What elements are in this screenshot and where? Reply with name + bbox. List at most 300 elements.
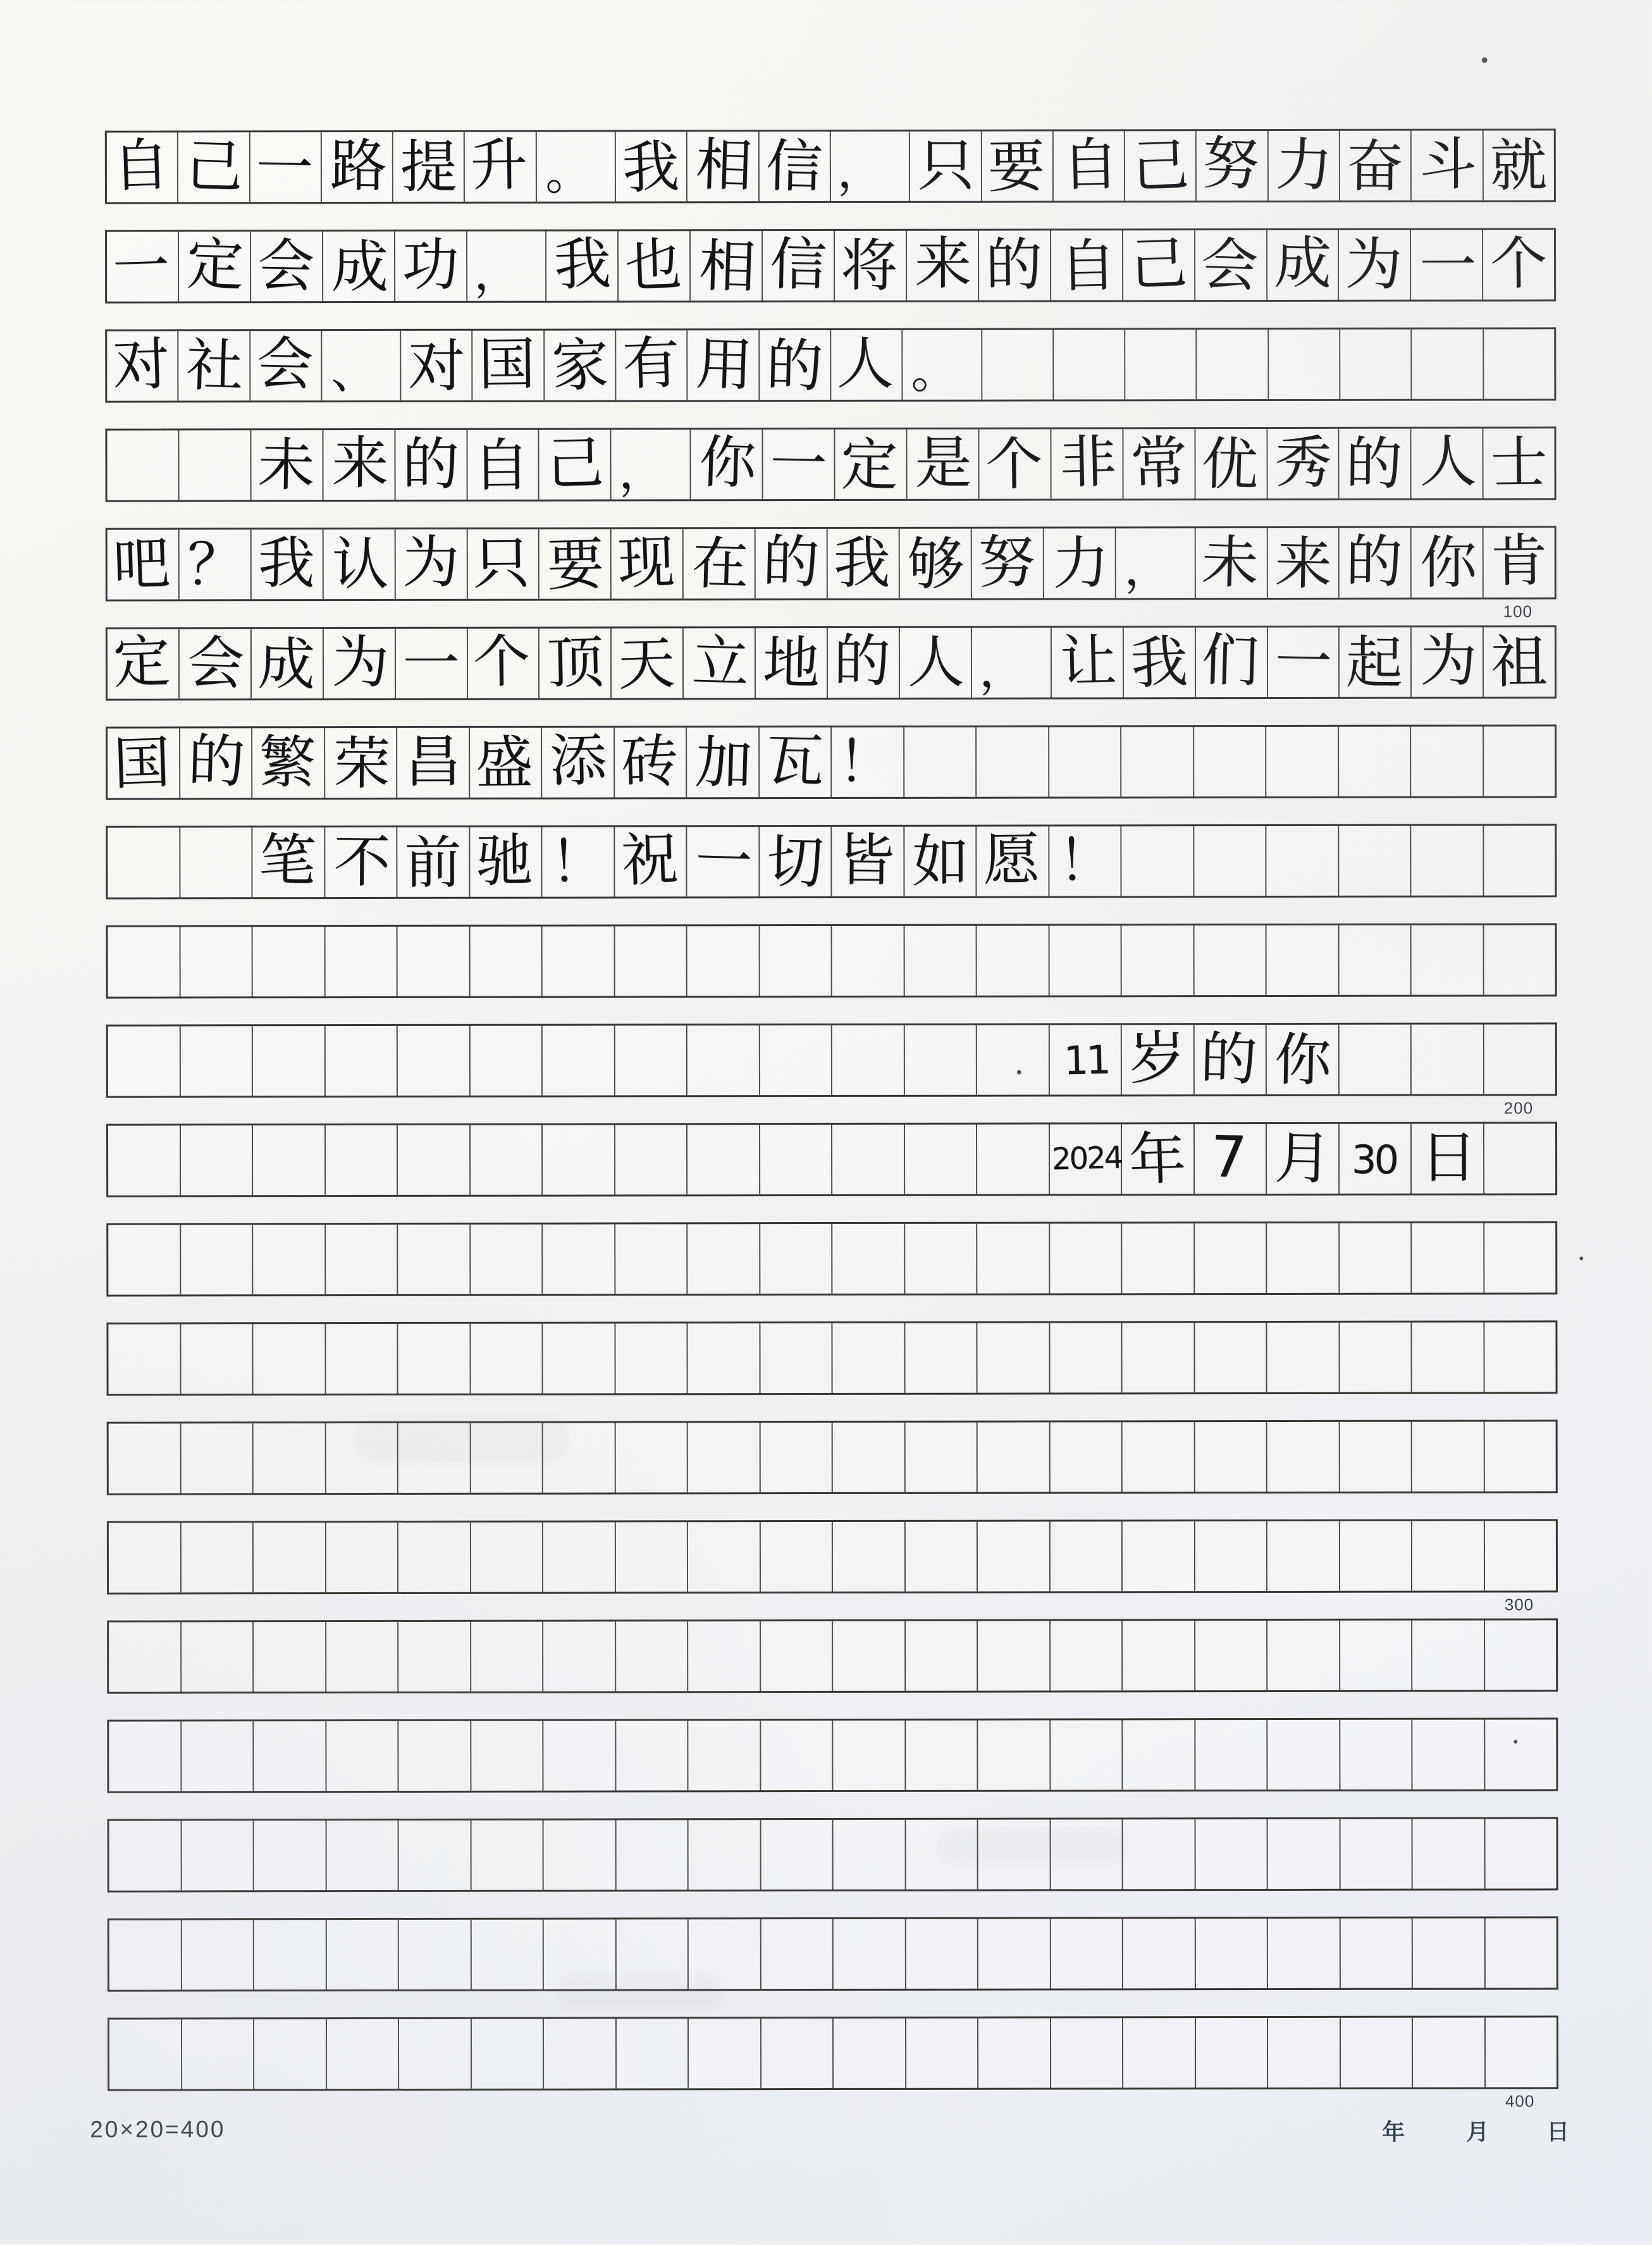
handwritten-char: 我: [833, 529, 891, 597]
grid-spec-label: 20×20=400: [90, 2116, 226, 2143]
handwritten-char: 只: [472, 530, 531, 598]
grid-cell: [1195, 1819, 1268, 1889]
grid-cell: [1197, 131, 1268, 201]
grid-cell: [182, 1721, 254, 1791]
handwritten-char: 11: [1063, 1036, 1109, 1084]
grid-cell: [254, 1821, 327, 1890]
grid-cell: [1340, 1919, 1413, 1988]
grid-cell: [832, 1125, 905, 1194]
grid-cell: [615, 926, 687, 996]
grid-cell: [543, 1621, 616, 1691]
handwritten-char: 常: [1129, 429, 1188, 498]
grid-cell: [1122, 1223, 1195, 1293]
handwritten-char: ，: [978, 643, 1026, 698]
grid-cell: [181, 1523, 254, 1592]
grid-cell: [760, 727, 832, 797]
grid-cell: [180, 927, 253, 996]
handwritten-char: 的: [402, 431, 460, 498]
grid-cell: [1123, 1521, 1195, 1591]
handwritten-char: 皆: [837, 827, 896, 894]
handwritten-char: 对: [111, 331, 171, 399]
grid-cell: [322, 331, 401, 400]
grid-cell: [1269, 131, 1340, 201]
grid-cell: [1050, 1124, 1123, 1194]
grid-cell: [1413, 1919, 1486, 1988]
handwritten-char: 月: [1274, 1125, 1333, 1192]
grid-cell: [1195, 528, 1267, 598]
grid-cell: [108, 1125, 181, 1195]
grid-cell: [326, 1523, 398, 1592]
grid-cell: [687, 1323, 760, 1393]
ink-speck: [1579, 1256, 1583, 1260]
handwritten-char: 岁: [1128, 1024, 1187, 1092]
grid-cell: [252, 728, 325, 798]
grid-cell: [1412, 131, 1483, 201]
grid-cell: [688, 1621, 761, 1691]
grid-cell: [398, 1125, 471, 1195]
handwritten-char: 的: [1345, 528, 1403, 596]
grid-cell: [254, 1622, 326, 1691]
handwritten-char: 砖: [620, 727, 679, 796]
handwritten-char: 天: [617, 629, 676, 698]
grid-cell: [1412, 330, 1484, 399]
handwritten-char: 对: [408, 333, 465, 400]
handwritten-char: 年: [1128, 1125, 1188, 1194]
grid-cell: [1485, 1918, 1556, 1988]
grid-cell: [1484, 925, 1555, 994]
grid-cell: [972, 529, 1044, 598]
handwritten-char: 相: [698, 232, 757, 301]
handwritten-char: 自: [1061, 131, 1119, 199]
grid-cell: [471, 1324, 543, 1394]
handwritten-char: 己: [185, 133, 244, 201]
grid-cell: [539, 628, 612, 698]
grid-cell: [1052, 628, 1124, 697]
grid-cell: [1051, 1621, 1123, 1690]
handwritten-char: 自: [1058, 232, 1117, 300]
grid-cell: [253, 1026, 326, 1096]
handwritten-char: ！: [1057, 827, 1116, 895]
grid-cell: [832, 926, 905, 996]
grid-cell: [325, 927, 398, 996]
ink-speck: [1017, 1070, 1021, 1075]
grid-cell: [543, 1323, 615, 1393]
handwritten-char: 来: [1274, 530, 1333, 598]
grid-cell: [688, 1423, 761, 1492]
grid-cell: [977, 727, 1049, 797]
handwritten-char: 。: [544, 145, 593, 201]
handwritten-char: 吧: [112, 530, 171, 598]
grid-cell: [904, 926, 977, 996]
grid-cell: [1051, 230, 1123, 300]
grid-cell: [545, 330, 616, 400]
handwritten-char: 要: [546, 531, 605, 599]
grid-cell: [1266, 826, 1339, 896]
handwritten-char: ，: [473, 245, 521, 301]
grid-cell: [395, 232, 467, 301]
grid-cell: [759, 132, 830, 201]
grid-cell: [832, 1323, 905, 1393]
footer-day-label: 日: [1546, 2119, 1570, 2146]
handwritten-char: 士: [1490, 429, 1548, 497]
grid-cell: [252, 827, 325, 897]
grid-cell: [1483, 230, 1554, 299]
grid-cell: [687, 1125, 760, 1194]
handwritten-char: 个: [985, 431, 1043, 498]
grid-cell: [1484, 329, 1554, 399]
char-count-marker-400: 400: [1505, 2091, 1535, 2111]
grid-cell: [833, 1423, 906, 1492]
grid-cell: [180, 1026, 253, 1096]
grid-cell: [1485, 1819, 1556, 1888]
grid-cell: [834, 1820, 906, 1889]
grid-cell: [1051, 429, 1123, 498]
grid-cell: [109, 1920, 182, 1989]
handwritten-char: 成: [1274, 230, 1333, 297]
grid-cell: [1123, 1819, 1196, 1889]
handwritten-char: 人: [907, 629, 965, 696]
grid-cell: [1051, 1919, 1123, 1988]
handwritten-char: 添: [549, 727, 608, 795]
grid-cell: [326, 1125, 398, 1195]
grid-cell: [833, 1522, 906, 1592]
grid-cell: [543, 1522, 616, 1592]
grid-cell: [616, 330, 687, 400]
grid-cell: [905, 1522, 978, 1592]
grid-cell: [687, 132, 759, 201]
handwritten-char: 自: [111, 132, 171, 200]
grid-cell: [831, 330, 903, 400]
grid-cell: [619, 231, 691, 300]
grid-cell: [1123, 429, 1195, 498]
handwritten-char: 一: [111, 233, 171, 301]
grid-cell: [834, 1919, 906, 1989]
grid-cell: [1412, 1720, 1485, 1790]
footer-year-label: 年: [1382, 2119, 1405, 2146]
grid-cell: [1412, 1223, 1484, 1293]
grid-cell: [687, 1224, 760, 1294]
handwritten-char: 为: [402, 529, 460, 596]
handwritten-char: 信: [769, 231, 828, 299]
grid-cell: [107, 232, 179, 301]
grid-cell: [977, 1323, 1050, 1393]
grid-cell: [832, 1224, 905, 1294]
grid-cell: [1412, 1323, 1484, 1392]
grid-cell: [761, 2019, 834, 2088]
handwritten-char: ，: [617, 443, 667, 500]
grid-cell: [473, 331, 545, 400]
handwritten-char: 、: [330, 344, 378, 400]
grid-cell: [1340, 1223, 1412, 1293]
handwritten-char: 的: [985, 232, 1043, 299]
handwritten-char: 驰: [475, 827, 533, 895]
grid-cell: [397, 728, 470, 798]
grid-cell: [326, 1622, 399, 1691]
grid-cell: [471, 2019, 544, 2089]
grid-cell: [1484, 528, 1555, 597]
handwritten-char: 定: [112, 628, 171, 696]
grid-cell: [906, 1919, 978, 1989]
grid-cell: [180, 629, 252, 698]
grid-cell: [1267, 1621, 1340, 1690]
grid-cell: [543, 1224, 615, 1294]
grid-cell: [181, 1423, 254, 1493]
grid-cell: [1340, 528, 1412, 598]
handwritten-char: 的: [765, 332, 824, 400]
grid-cell: [978, 1423, 1051, 1492]
handwritten-char: 会: [1200, 231, 1259, 300]
grid-cell: [1050, 1223, 1123, 1293]
grid-cell: [471, 1523, 543, 1592]
grid-cell: [977, 1125, 1050, 1194]
grid-cell: [615, 1224, 688, 1294]
grid-cell: [1049, 1025, 1122, 1094]
grid-cell: [691, 231, 763, 300]
grid-cell: [831, 132, 910, 201]
handwritten-char: 有: [621, 329, 681, 398]
grid-row: [105, 327, 1556, 402]
handwritten-char: 一: [694, 827, 754, 896]
handwritten-char: 己: [546, 430, 605, 498]
handwritten-char: 提: [400, 133, 457, 201]
grid-cell: [1195, 429, 1267, 498]
grid-cell: [834, 2019, 906, 2088]
handwritten-char: 优: [1200, 430, 1259, 499]
grid-cell: [1122, 925, 1195, 995]
handwritten-char: 为: [1345, 231, 1403, 299]
grid-cell: [1267, 1124, 1340, 1194]
grid-row: [108, 1916, 1558, 1991]
grid-cell: [1194, 1025, 1267, 1094]
grid-cell: [761, 1621, 834, 1691]
grid-cell: [905, 1423, 978, 1492]
grid-cell: [107, 430, 179, 500]
grid-cell: [251, 430, 323, 500]
grid-cell: [833, 1621, 906, 1691]
grid-cell: [900, 529, 972, 598]
handwritten-char: 人: [1419, 428, 1477, 495]
handwritten-char: 荣: [333, 730, 391, 798]
grid-cell: [907, 231, 979, 300]
grid-cell: [978, 1522, 1051, 1592]
grid-cell: [615, 1025, 687, 1095]
handwritten-char: ，: [837, 144, 885, 199]
grid-cell: [325, 728, 398, 798]
handwritten-char: 我: [620, 133, 681, 202]
grid-cell: [109, 1423, 182, 1493]
grid-cell: [687, 827, 760, 896]
handwritten-char: 不: [333, 828, 391, 896]
grid-cell: [1123, 2018, 1196, 2087]
grid-cell: [398, 1721, 471, 1791]
grid-cell: [1412, 429, 1484, 498]
handwritten-char: 为: [331, 629, 390, 696]
grid-cell: [178, 132, 250, 202]
grid-cell: [1340, 1422, 1412, 1492]
grid-cell: [467, 430, 539, 500]
handwritten-char: 7: [1209, 1123, 1248, 1191]
grid-cell: [1269, 330, 1340, 399]
handwritten-char: 们: [1200, 626, 1260, 695]
grid-cell: [615, 1522, 688, 1592]
grid-cell: [1195, 1323, 1267, 1392]
grid-cell: [828, 628, 900, 698]
grid-cell: [253, 1125, 326, 1195]
handwritten-char: 30: [1352, 1136, 1397, 1184]
handwritten-char: 繁: [258, 729, 317, 797]
handwritten-char: 你: [1274, 1027, 1333, 1094]
handwritten-char: 笔: [258, 827, 317, 895]
grid-row: [107, 1618, 1558, 1693]
grid-cell: [907, 430, 979, 499]
handwritten-char: 立: [691, 628, 750, 696]
grid-cell: [1340, 131, 1412, 201]
grid-cell: [760, 330, 831, 400]
grid-cell: [833, 1721, 906, 1790]
grid-cell: [398, 1324, 471, 1394]
grid-cell: [1412, 1124, 1484, 1194]
grid-cell: [1123, 1919, 1196, 1988]
grid-cell: [252, 529, 324, 599]
grid-cell: [687, 727, 760, 797]
grid-cell: [615, 1323, 688, 1393]
handwritten-char: 未: [1200, 528, 1259, 597]
handwritten-char: 一: [1419, 232, 1477, 299]
grid-cell: [471, 1622, 544, 1691]
ink-speck: [1482, 58, 1488, 63]
grid-cell: [543, 926, 615, 996]
grid-cell: [1122, 1124, 1195, 1194]
grid-cell: [401, 331, 472, 400]
grid-cell: [1123, 1621, 1195, 1690]
grid-cell: [760, 926, 832, 996]
grid-cell: [687, 1025, 760, 1095]
grid-cell: [1340, 628, 1412, 697]
handwritten-char: 会: [186, 629, 245, 698]
handwritten-char: 一: [402, 630, 460, 697]
grid-cell: [323, 430, 395, 500]
grid-cell: [544, 1820, 617, 1889]
grid-cell: [470, 728, 543, 798]
grid-cell: [543, 1025, 615, 1095]
grid-cell: [108, 1324, 181, 1394]
grid-row: [105, 426, 1556, 502]
grid-cell: [1123, 1422, 1195, 1492]
grid-cell: [546, 231, 619, 300]
grid-cell: [615, 1125, 688, 1194]
grid-cell: [1484, 1421, 1556, 1491]
grid-cell: [108, 927, 181, 996]
grid-cell: [179, 232, 251, 301]
grid-cell: [828, 529, 900, 598]
grid-cell: [760, 1224, 833, 1294]
grid-cell: [1485, 1620, 1556, 1690]
grid-cell: [904, 727, 977, 797]
grid-cell: [1267, 628, 1340, 697]
grid-cell: [756, 529, 828, 598]
handwritten-char: 够: [907, 531, 965, 598]
grid-cell: [537, 132, 616, 201]
grid-cell: [1195, 1124, 1267, 1194]
grid-cell: [761, 1919, 834, 1989]
handwritten-char: 的: [187, 727, 246, 796]
grid-cell: [979, 430, 1051, 499]
grid-cell: [539, 529, 612, 598]
handwritten-char: 要: [987, 133, 1045, 201]
handwritten-char: 前: [404, 829, 462, 896]
grid-cell: [1195, 1521, 1267, 1591]
handwritten-char: 的: [761, 528, 820, 596]
grid-cell: [689, 1820, 761, 1889]
grid-cell: [1339, 727, 1412, 796]
handwritten-char: 个: [472, 628, 531, 696]
handwritten-char: 人: [836, 330, 894, 398]
handwritten-char: 加: [694, 729, 754, 798]
grid-cell: [1123, 230, 1195, 300]
handwritten-char: 瓦: [765, 727, 824, 795]
handwritten-char: 未: [257, 431, 316, 500]
grid-cell: [616, 132, 687, 201]
grid-cell: [978, 1621, 1051, 1691]
grid-cell: [470, 927, 543, 996]
grid-cell: [616, 1621, 689, 1691]
handwritten-char: 如: [912, 828, 970, 895]
grid-cell: [1412, 628, 1484, 697]
grid-cell: [1484, 826, 1555, 895]
handwritten-char: 祝: [620, 826, 679, 894]
footer-month-label: 月: [1466, 2119, 1489, 2146]
grid-cell: [1195, 1720, 1268, 1790]
handwritten-char: 路: [329, 132, 387, 200]
grid-cell: [1267, 1323, 1340, 1392]
grid-cell: [612, 628, 684, 698]
handwritten-char: 昌: [404, 728, 462, 795]
grid-cell: [254, 1523, 326, 1592]
handwritten-char: 功: [402, 232, 459, 299]
grid-cell: [395, 529, 467, 599]
grid-cell: [1340, 1621, 1413, 1690]
ink-speck: [1513, 1740, 1517, 1743]
grid-cell: [1412, 925, 1484, 995]
handwritten-char: 的: [1199, 1025, 1259, 1094]
handwritten-char: 努: [1201, 130, 1261, 199]
grid-row: [107, 1717, 1558, 1793]
grid-cell: [1121, 727, 1194, 796]
grid-cell: [615, 727, 687, 797]
grid-cell: [905, 1323, 978, 1393]
grid-cell: [179, 331, 250, 400]
grid-cell: [903, 330, 982, 400]
grid-cell: [904, 1025, 977, 1095]
grid-cell: [615, 1423, 688, 1492]
grid-cell: [977, 926, 1050, 996]
grid-cell: [180, 728, 253, 798]
grid-row: [106, 1122, 1557, 1197]
grid-cell: [1484, 1521, 1556, 1590]
grid-cell: [688, 1522, 761, 1592]
grid-cell: [544, 2019, 617, 2088]
grid-cell: [612, 430, 691, 499]
handwritten-char: 相: [694, 131, 754, 200]
grid-cell: [1484, 1024, 1555, 1094]
grid-cell: [543, 1125, 615, 1194]
handwritten-char: 我: [1129, 628, 1189, 697]
handwritten-char: 斗: [1419, 131, 1477, 198]
grid-cell: [615, 827, 687, 896]
grid-row: [105, 128, 1556, 204]
grid-cell: [978, 1721, 1051, 1790]
grid-row: [108, 1817, 1558, 1892]
